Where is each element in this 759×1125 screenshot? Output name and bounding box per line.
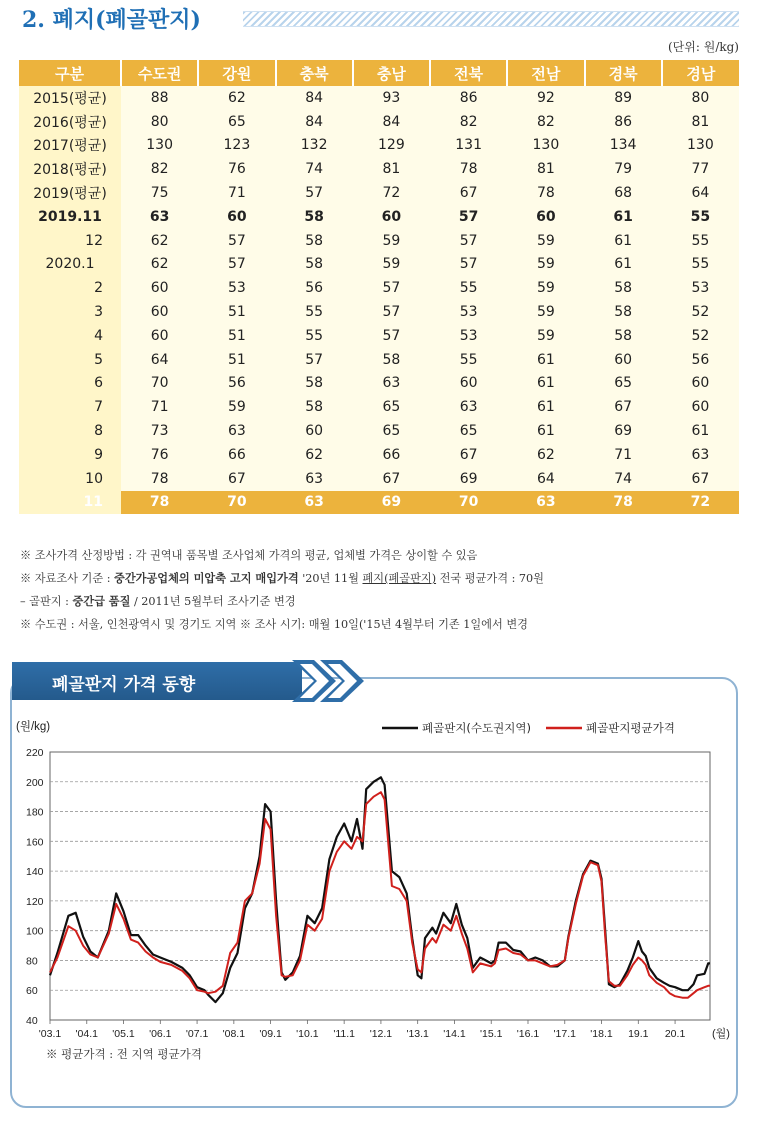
price-trend-chart — [10, 700, 734, 1045]
table-cell: 64 — [121, 348, 198, 372]
row-label: 10 — [19, 467, 121, 491]
table-cell: 51 — [198, 324, 275, 348]
table-cell: 61 — [662, 419, 739, 443]
table-cell: 59 — [507, 276, 584, 300]
table-cell: 67 — [430, 181, 507, 205]
table-cell: 57 — [430, 205, 507, 229]
row-label: 2015(평균) — [19, 86, 121, 110]
table-cell: 53 — [198, 276, 275, 300]
x-tick-label: '05.1 — [112, 1028, 135, 1040]
table-cell: 67 — [198, 467, 275, 491]
table-cell: 64 — [507, 467, 584, 491]
title-decoration-stripe — [243, 11, 739, 27]
table-cell: 59 — [507, 324, 584, 348]
table-row — [19, 372, 739, 396]
footnote-region: ※ 수도권 : 서울, 인천광역시 및 경기도 지역 ※ 조사 시기: 매월 10일('15년 4월부터 기존 1일에서 변경 — [20, 618, 528, 631]
y-axis-label: (원/kg) — [16, 721, 51, 733]
row-label: 11 — [19, 491, 121, 515]
row-label: 2019(평균) — [19, 181, 121, 205]
table-cell: 60 — [121, 276, 198, 300]
table-cell: 57 — [353, 324, 430, 348]
row-label: 2016(평균) — [19, 110, 121, 134]
table-cell: 55 — [662, 229, 739, 253]
column-header: 경북 — [585, 60, 662, 86]
table-cell: 81 — [662, 110, 739, 134]
table-cell: 59 — [507, 229, 584, 253]
column-header: 충남 — [353, 60, 430, 86]
table-cell: 58 — [585, 300, 662, 324]
table-cell: 51 — [198, 300, 275, 324]
table-cell: 61 — [507, 395, 584, 419]
x-tick-label: '17.1 — [553, 1028, 576, 1040]
table-cell: 80 — [121, 110, 198, 134]
y-tick-label: 40 — [26, 1015, 38, 1027]
table-cell: 63 — [276, 491, 353, 515]
table-cell: 69 — [585, 419, 662, 443]
table-cell: 60 — [430, 372, 507, 396]
table-cell: 68 — [585, 181, 662, 205]
table-row — [19, 253, 739, 277]
table-cell: 79 — [585, 157, 662, 181]
table-cell: 59 — [507, 300, 584, 324]
table-cell: 65 — [353, 395, 430, 419]
price-table — [19, 60, 739, 514]
footnote-corrugated: – 골판지 : 중간급 품질 / 2011년 5월부터 조사기준 변경 — [20, 594, 296, 608]
column-header: 강원 — [198, 60, 275, 86]
table-cell: 65 — [585, 372, 662, 396]
table-cell: 62 — [276, 443, 353, 467]
table-cell: 70 — [121, 372, 198, 396]
x-tick-label: '03.1 — [38, 1028, 62, 1040]
table-cell: 57 — [353, 300, 430, 324]
table-cell: 63 — [353, 372, 430, 396]
table-cell: 60 — [121, 300, 198, 324]
table-cell: 84 — [353, 110, 430, 134]
table-cell: 62 — [198, 86, 275, 110]
table-cell: 58 — [585, 324, 662, 348]
table-cell: 51 — [198, 348, 275, 372]
table-cell: 55 — [662, 205, 739, 229]
table-cell: 62 — [507, 443, 584, 467]
table-cell: 70 — [198, 491, 275, 515]
x-tick-label: '10.1 — [296, 1028, 319, 1040]
row-label: 7 — [19, 395, 121, 419]
series-line — [50, 792, 710, 998]
x-tick-label: '07.1 — [185, 1028, 209, 1040]
table-cell: 58 — [276, 395, 353, 419]
table-cell: 63 — [507, 491, 584, 515]
row-label: 5 — [19, 348, 121, 372]
row-label: 2019.11 — [19, 205, 121, 229]
table-row — [19, 110, 739, 134]
table-cell: 60 — [121, 324, 198, 348]
x-tick-label: '13.1 — [406, 1028, 429, 1040]
table-cell: 61 — [507, 372, 584, 396]
column-header: 수도권 — [121, 60, 198, 86]
table-cell: 58 — [276, 253, 353, 277]
table-cell: 72 — [353, 181, 430, 205]
y-tick-label: 100 — [26, 925, 44, 938]
table-cell: 81 — [353, 157, 430, 181]
table-cell: 60 — [662, 395, 739, 419]
table-cell: 58 — [276, 205, 353, 229]
table-cell: 82 — [430, 110, 507, 134]
table-cell: 71 — [585, 443, 662, 467]
table-cell: 64 — [662, 181, 739, 205]
y-tick-label: 220 — [26, 747, 44, 759]
table-cell: 63 — [430, 395, 507, 419]
chart-footnote: ※ 평균가격 : 전 지역 평균가격 — [46, 1047, 202, 1061]
table-row — [19, 443, 739, 467]
row-label: 2 — [19, 276, 121, 300]
table-cell: 65 — [353, 419, 430, 443]
y-tick-label: 180 — [26, 806, 44, 819]
row-label: 9 — [19, 443, 121, 467]
x-tick-label: '15.1 — [479, 1028, 503, 1040]
table-cell: 55 — [430, 276, 507, 300]
table-cell: 56 — [198, 372, 275, 396]
table-cell: 67 — [430, 443, 507, 467]
table-row — [19, 86, 739, 110]
table-cell: 78 — [121, 491, 198, 515]
chevron-right-icon — [292, 660, 382, 702]
x-tick-label: '16.1 — [516, 1028, 540, 1040]
table-cell: 92 — [507, 86, 584, 110]
table-header-row — [19, 60, 739, 86]
table-cell: 65 — [198, 110, 275, 134]
footnote-source: ※ 자료조사 기준 : 중간가공업체의 미압축 고지 매입가격 '20년 11월 폐지(폐골판지) 전국 평균가격 : 70원 — [20, 571, 544, 585]
x-axis-unit: (월) — [712, 1028, 730, 1040]
x-tick-label: '12.1 — [369, 1028, 393, 1040]
table-row — [19, 276, 739, 300]
table-cell: 78 — [585, 491, 662, 515]
footnote-method: ※ 조사가격 산정방법 : 각 권역내 품목별 조사업체 가격의 평균, 업체별 가격은 상이할 수 있음 — [20, 549, 478, 562]
table-cell: 71 — [121, 395, 198, 419]
table-cell: 57 — [276, 348, 353, 372]
table-cell: 72 — [662, 491, 739, 515]
unit-label: (단위: 원/kg) — [668, 40, 739, 54]
table-cell: 88 — [121, 86, 198, 110]
x-tick-label: '14.1 — [443, 1028, 466, 1040]
y-tick-label: 160 — [26, 836, 44, 849]
column-header: 전북 — [430, 60, 507, 86]
table-cell: 70 — [430, 491, 507, 515]
table-cell: 62 — [121, 229, 198, 253]
table-cell: 78 — [507, 181, 584, 205]
table-cell: 132 — [276, 134, 353, 158]
table-cell: 53 — [662, 276, 739, 300]
table-cell: 81 — [507, 157, 584, 181]
table-cell: 61 — [507, 348, 584, 372]
table-cell: 71 — [198, 181, 275, 205]
y-tick-label: 120 — [26, 895, 44, 908]
row-label: 2020.1 — [19, 253, 121, 277]
table-cell: 63 — [121, 205, 198, 229]
table-cell: 123 — [198, 134, 275, 158]
table-cell: 93 — [353, 86, 430, 110]
table-cell: 80 — [662, 86, 739, 110]
table-cell: 130 — [662, 134, 739, 158]
table-cell: 65 — [430, 419, 507, 443]
x-tick-label: '11.1 — [333, 1028, 355, 1040]
table-cell: 60 — [585, 348, 662, 372]
table-cell: 60 — [353, 205, 430, 229]
table-cell: 74 — [276, 157, 353, 181]
row-label: 2017(평균) — [19, 134, 121, 158]
table-cell: 53 — [430, 300, 507, 324]
section-title: 2. 폐지(폐골판지) — [22, 7, 201, 33]
column-header: 구분 — [19, 60, 121, 86]
table-cell: 55 — [276, 324, 353, 348]
table-cell: 134 — [585, 134, 662, 158]
table-cell: 77 — [662, 157, 739, 181]
y-tick-label: 140 — [26, 866, 44, 879]
column-header: 전남 — [507, 60, 584, 86]
row-label: 8 — [19, 419, 121, 443]
row-label: 3 — [19, 300, 121, 324]
table-cell: 73 — [121, 419, 198, 443]
table-cell: 82 — [121, 157, 198, 181]
table-cell: 57 — [430, 253, 507, 277]
table-cell: 59 — [353, 229, 430, 253]
table-cell: 53 — [430, 324, 507, 348]
table-cell: 63 — [276, 467, 353, 491]
table-cell: 60 — [198, 205, 275, 229]
table-cell: 61 — [585, 229, 662, 253]
y-tick-label: 60 — [26, 985, 38, 998]
table-cell: 56 — [662, 348, 739, 372]
table-cell: 59 — [198, 395, 275, 419]
x-tick-label: '09.1 — [259, 1028, 282, 1040]
column-header: 충북 — [276, 60, 353, 86]
x-tick-label: '08.1 — [222, 1028, 246, 1040]
x-tick-label: '06.1 — [149, 1028, 172, 1040]
x-tick-label: 20.1 — [664, 1028, 686, 1040]
table-cell: 60 — [276, 419, 353, 443]
series-line — [50, 777, 710, 1002]
table-cell: 57 — [198, 253, 275, 277]
table-cell: 76 — [198, 157, 275, 181]
row-label: 6 — [19, 372, 121, 396]
table-row — [19, 229, 739, 253]
table-cell: 61 — [507, 419, 584, 443]
table-row — [19, 491, 739, 515]
table-row — [19, 419, 739, 443]
table-cell: 130 — [121, 134, 198, 158]
table-cell: 62 — [121, 253, 198, 277]
chart-header: 폐골판지 가격 동향 — [12, 662, 302, 700]
table-row — [19, 324, 739, 348]
table-cell: 57 — [353, 276, 430, 300]
table-cell: 58 — [276, 229, 353, 253]
table-cell: 63 — [198, 419, 275, 443]
table-cell: 82 — [507, 110, 584, 134]
table-cell: 58 — [585, 276, 662, 300]
table-cell: 86 — [430, 86, 507, 110]
table-cell: 57 — [276, 181, 353, 205]
y-tick-label: 80 — [26, 955, 38, 968]
table-cell: 76 — [121, 443, 198, 467]
table-cell: 57 — [430, 229, 507, 253]
table-cell: 66 — [198, 443, 275, 467]
table-cell: 84 — [276, 110, 353, 134]
table-cell: 74 — [585, 467, 662, 491]
table-cell: 78 — [121, 467, 198, 491]
table-cell: 131 — [430, 134, 507, 158]
table-cell: 58 — [276, 372, 353, 396]
table-cell: 52 — [662, 324, 739, 348]
table-row — [19, 134, 739, 158]
table-cell: 67 — [585, 395, 662, 419]
table-row — [19, 205, 739, 229]
row-label: 12 — [19, 229, 121, 253]
table-cell: 86 — [585, 110, 662, 134]
column-header: 경남 — [662, 60, 739, 86]
table-cell: 69 — [353, 491, 430, 515]
x-tick-label: '04.1 — [75, 1028, 98, 1040]
y-tick-label: 200 — [26, 776, 44, 789]
legend-label: 폐골판지(수도권지역) — [422, 721, 531, 735]
table-cell: 67 — [353, 467, 430, 491]
table-cell: 59 — [353, 253, 430, 277]
table-cell: 57 — [198, 229, 275, 253]
table-cell: 61 — [585, 253, 662, 277]
table-row — [19, 395, 739, 419]
row-label: 4 — [19, 324, 121, 348]
table-cell: 129 — [353, 134, 430, 158]
row-label: 2018(평균) — [19, 157, 121, 181]
table-cell: 63 — [662, 443, 739, 467]
table-cell: 69 — [430, 467, 507, 491]
footnotes — [20, 544, 544, 636]
table-cell: 52 — [662, 300, 739, 324]
table-cell: 66 — [353, 443, 430, 467]
table-cell: 61 — [585, 205, 662, 229]
table-row — [19, 300, 739, 324]
table-row — [19, 181, 739, 205]
table-cell: 56 — [276, 276, 353, 300]
table-cell: 67 — [662, 467, 739, 491]
x-tick-label: 19.1 — [628, 1028, 649, 1040]
table-row — [19, 348, 739, 372]
x-tick-label: '18.1 — [590, 1028, 613, 1040]
table-cell: 59 — [507, 253, 584, 277]
legend-label: 폐골판지평균가격 — [586, 721, 675, 735]
table-cell: 130 — [507, 134, 584, 158]
table-cell: 89 — [585, 86, 662, 110]
table-cell: 55 — [430, 348, 507, 372]
table-cell: 55 — [276, 300, 353, 324]
table-cell: 60 — [507, 205, 584, 229]
table-cell: 58 — [353, 348, 430, 372]
table-row — [19, 157, 739, 181]
table-cell: 55 — [662, 253, 739, 277]
table-cell: 60 — [662, 372, 739, 396]
table-cell: 75 — [121, 181, 198, 205]
table-cell: 84 — [276, 86, 353, 110]
table-cell: 78 — [430, 157, 507, 181]
table-row — [19, 467, 739, 491]
